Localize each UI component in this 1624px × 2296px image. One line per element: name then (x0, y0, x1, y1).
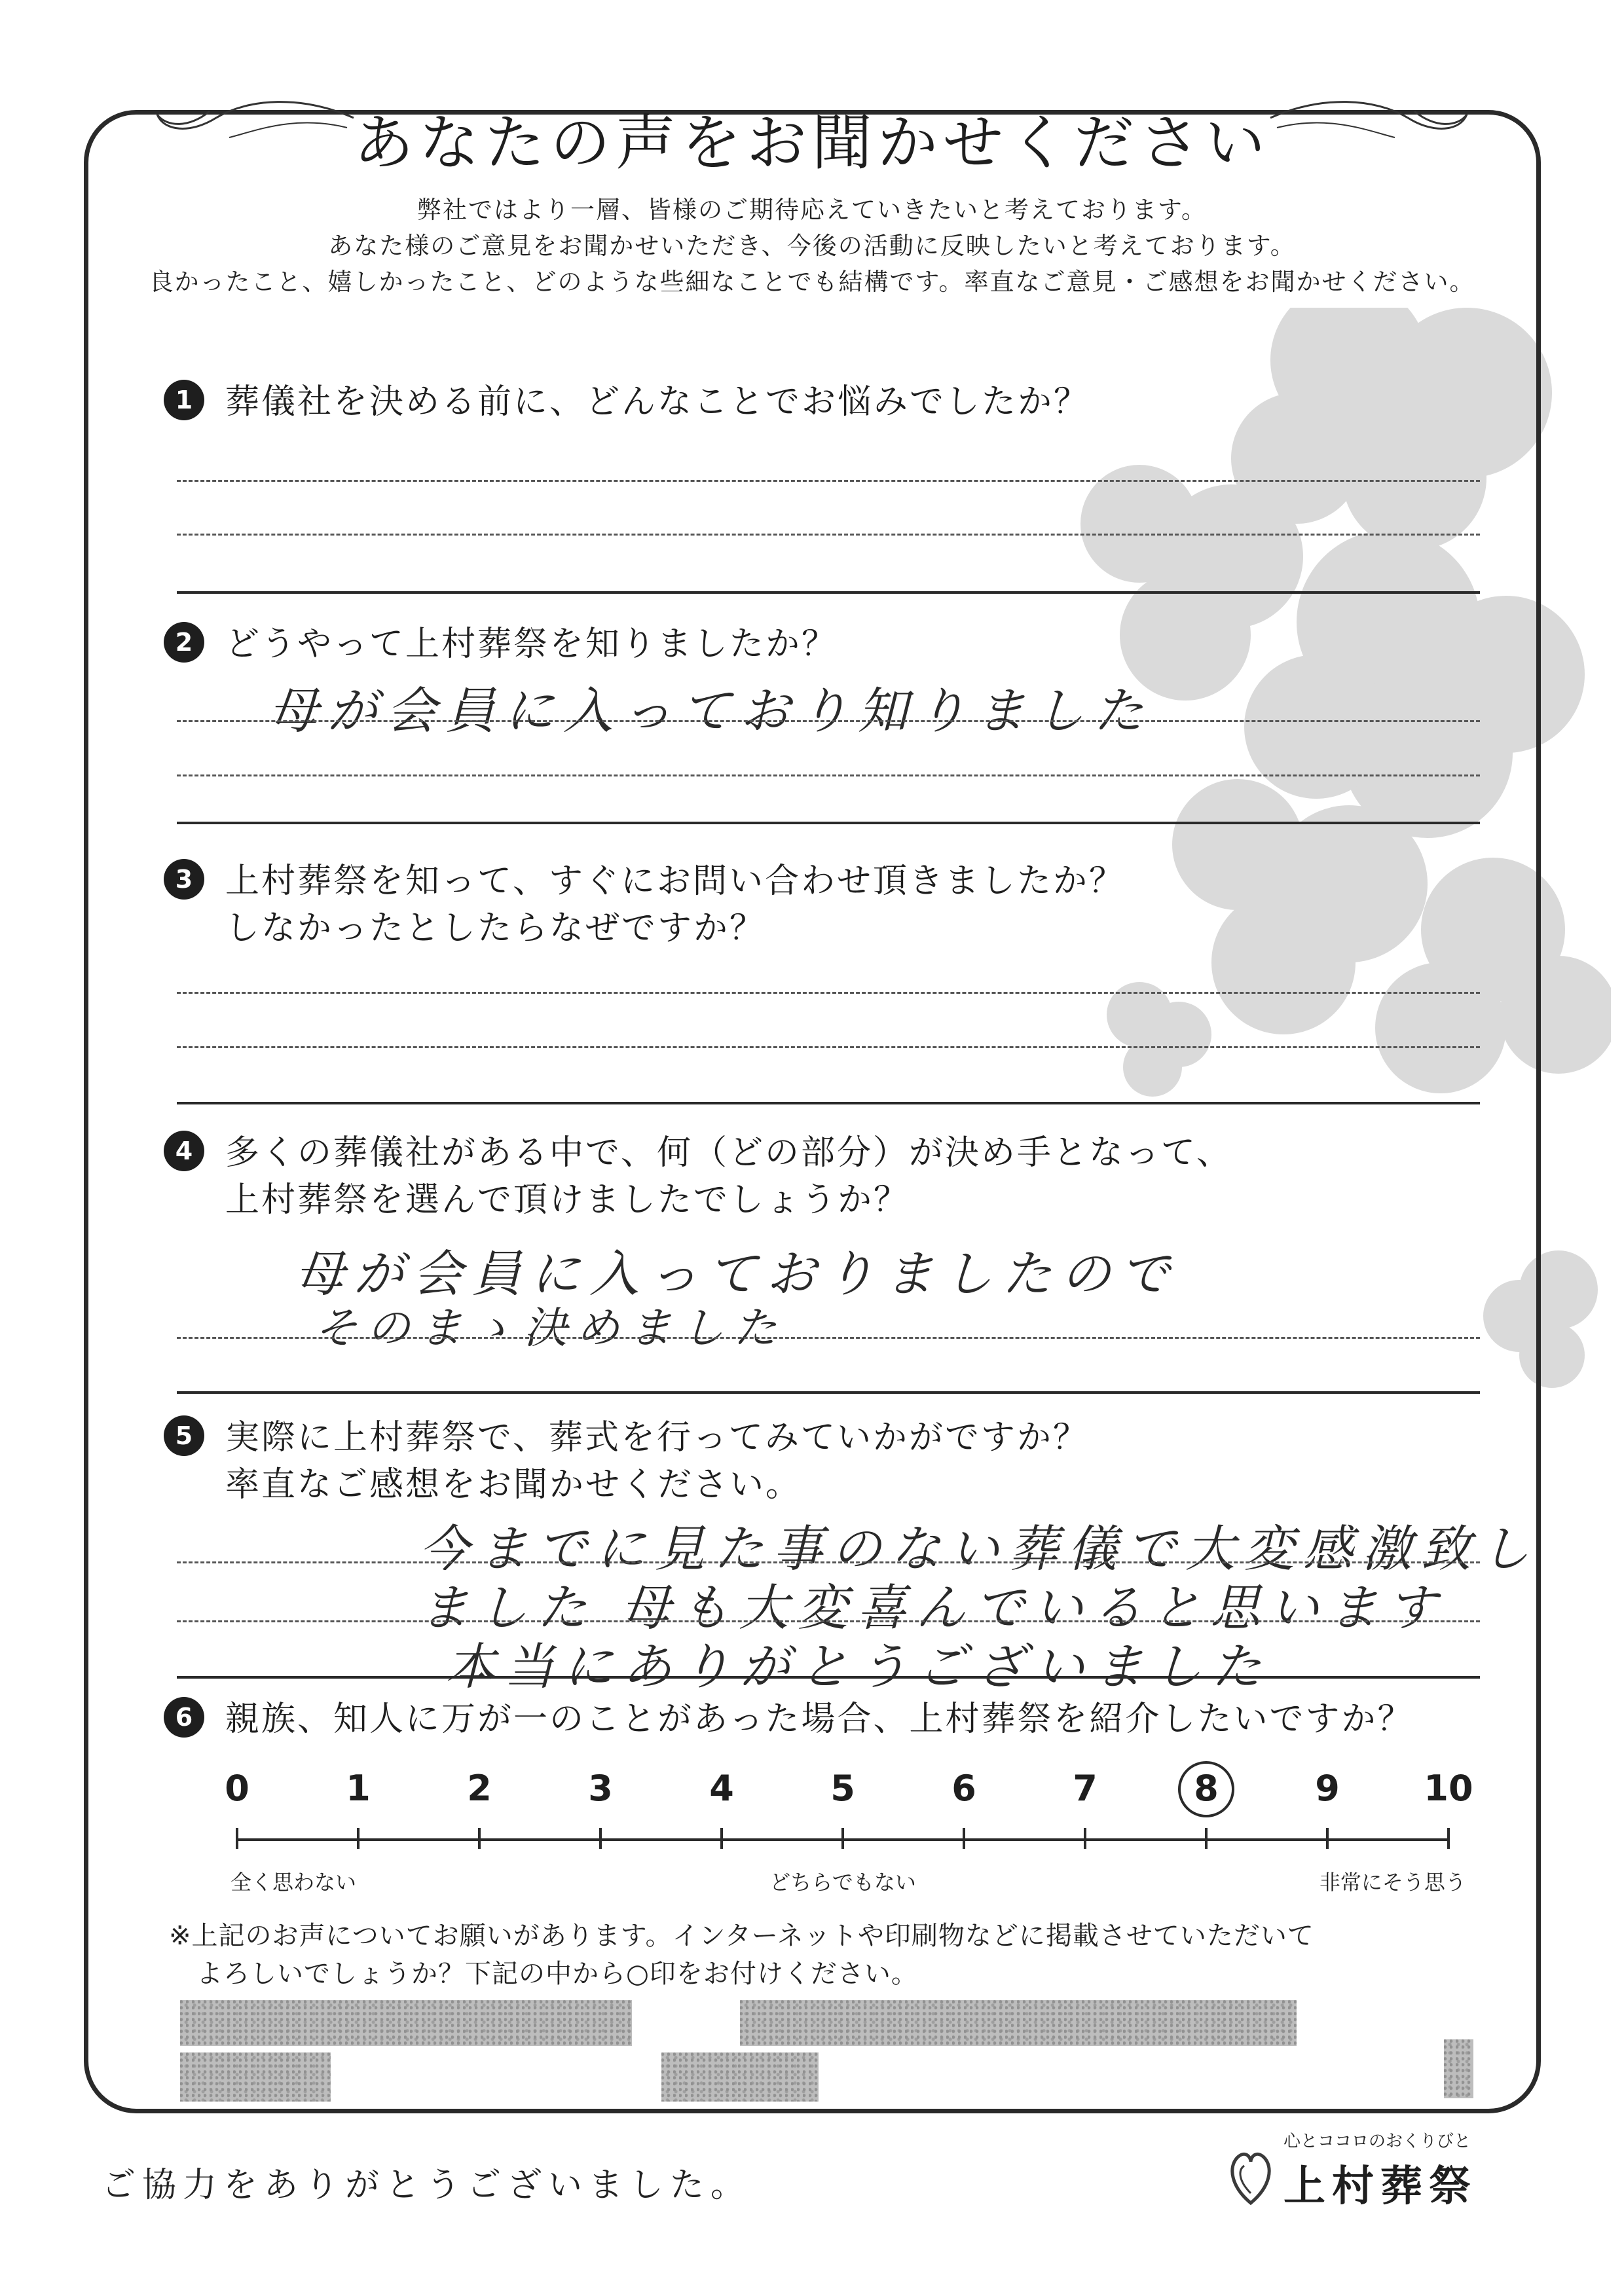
intro-line: 良かったこと、嬉しかったこと、どのような些細なことでも結構です。率直なご意見・ご感想をお聞かせください。 (149, 268, 1475, 296)
heart-logo-icon (1225, 2141, 1277, 2213)
permission-note: ※上記のお声についてお願いがあります。インターネットや印刷物などに掲載させていただいて (169, 1921, 1314, 1951)
scale-tick-label: 4 (709, 1768, 734, 1809)
question-number-badge: 6 (164, 1697, 204, 1738)
handwritten-answer: 母が会員に入っておりましたので (295, 1245, 1179, 1303)
handwritten-answer: ました 母も大変喜んでいると思います (419, 1578, 1447, 1637)
question-text (225, 1129, 1232, 1224)
scale-tick-label: 1 (346, 1768, 371, 1809)
scale-tick-label: 2 (467, 1768, 492, 1809)
question-3 (164, 858, 1125, 952)
section-divider (177, 1676, 1480, 1679)
question-number-badge: 3 (164, 859, 204, 900)
question-text: 親族、知人に万が一のことがあった場合、上村葬祭を紹介したいですか？ (225, 1700, 1414, 1739)
handwritten-answer: 母が会員に入っており知りました (268, 682, 1153, 740)
selected-rating-circle (1178, 1761, 1234, 1817)
rating-scale (225, 1768, 1473, 1899)
section-divider (177, 822, 1480, 824)
scale-tick (599, 1828, 602, 1849)
section-divider (177, 591, 1480, 594)
question-line: 上村葬祭を知って、すぐにお問い合わせ頂きましたか？ (225, 862, 1125, 901)
redacted-option (740, 2000, 1297, 2046)
redacted-option (1444, 2039, 1473, 2098)
question-text: 葬儀社を決める前に、どんなことでお悩みでしたか？ (225, 382, 1090, 422)
question-line: 多くの葬儀社がある中で、何（どの部分）が決め手となって、 (225, 1133, 1232, 1173)
scale-tick (841, 1828, 844, 1849)
section-divider (177, 1391, 1480, 1394)
question-4 (164, 1129, 1232, 1224)
question-line: しなかったとしたらなぜですか？ (225, 909, 766, 948)
answer-line (177, 1620, 1480, 1622)
handwritten-answer: 本当にありがとうございました (445, 1637, 1270, 1696)
answer-line (177, 1561, 1480, 1563)
scale-tick-label: 8 (1194, 1768, 1219, 1809)
question-number-badge: 4 (164, 1131, 204, 1171)
question-text (225, 1414, 1089, 1508)
permission-note: よろしいでしょうか？下記の中から○印をお付けください。 (196, 1959, 918, 1989)
question-text (225, 858, 1125, 952)
answer-line (177, 992, 1480, 994)
scale-anchor-low: 全く思わない (231, 1870, 357, 1895)
answer-line (177, 774, 1480, 776)
scale-tick-label: 9 (1315, 1768, 1340, 1809)
answer-line (177, 1337, 1480, 1339)
scale-tick-label: 6 (951, 1768, 976, 1809)
question-number-badge: 5 (164, 1415, 204, 1456)
scale-tick-label: 5 (830, 1768, 855, 1809)
question-line: 上村葬祭を選んで頂けましたでしょうか？ (225, 1180, 910, 1220)
question-1 (164, 378, 1090, 426)
question-5 (164, 1414, 1089, 1508)
scale-tick (357, 1828, 360, 1849)
handwritten-answer: 今までに見た事のない葬儀で大変感激致し (419, 1520, 1539, 1578)
section-divider (177, 1102, 1480, 1104)
question-number-badge: 2 (164, 622, 204, 663)
scale-tick (1205, 1828, 1208, 1849)
scale-tick (1326, 1828, 1329, 1849)
question-line: 率直なご感想をお聞かせください。 (225, 1465, 802, 1504)
scale-tick-label: 7 (1073, 1768, 1098, 1809)
company-logo (1225, 2128, 1532, 2213)
question-2 (164, 621, 838, 668)
redacted-option (180, 2052, 331, 2102)
page-title: あなたの声をお聞かせください (353, 108, 1270, 178)
question-text: どうやって上村葬祭を知りましたか？ (225, 625, 838, 664)
answer-line (177, 720, 1480, 722)
handwritten-answer: そのまゝ決めました (314, 1303, 786, 1353)
scale-tick (236, 1828, 238, 1849)
scale-tick (720, 1828, 723, 1849)
scale-anchor-mid: どちらでもない (769, 1870, 916, 1895)
answer-line (177, 480, 1480, 482)
question-6 (164, 1696, 1413, 1743)
logo-tagline: 心とココロのおくりびと (1283, 2132, 1471, 2151)
question-number-badge: 1 (164, 380, 204, 420)
redacted-option (180, 2000, 632, 2046)
answer-line (177, 1046, 1480, 1048)
thank-you-footer: ご協力をありがとうございました。 (101, 2166, 752, 2205)
intro-line: 弊社ではより一層、皆様のご期待応えていきたいと考えております。 (416, 196, 1208, 224)
scale-tick-label: 10 (1424, 1768, 1473, 1809)
scale-tick-label: 3 (588, 1768, 613, 1809)
redacted-option (661, 2052, 819, 2102)
scale-anchor-high: 非常にそう思う (1319, 1870, 1466, 1895)
scale-tick-label: 0 (225, 1768, 249, 1809)
question-line: 実際に上村葬祭で、葬式を行ってみていかがですか？ (225, 1418, 1089, 1457)
scale-tick (1447, 1828, 1450, 1849)
scale-tick (478, 1828, 481, 1849)
scale-tick (963, 1828, 965, 1849)
intro-line: あなた様のご意見をお聞かせいただき、今後の活動に反映したいと考えております。 (328, 232, 1296, 260)
answer-line (177, 534, 1480, 536)
scale-tick (1084, 1828, 1086, 1849)
logo-company-name: 上村葬祭 (1283, 2162, 1477, 2211)
